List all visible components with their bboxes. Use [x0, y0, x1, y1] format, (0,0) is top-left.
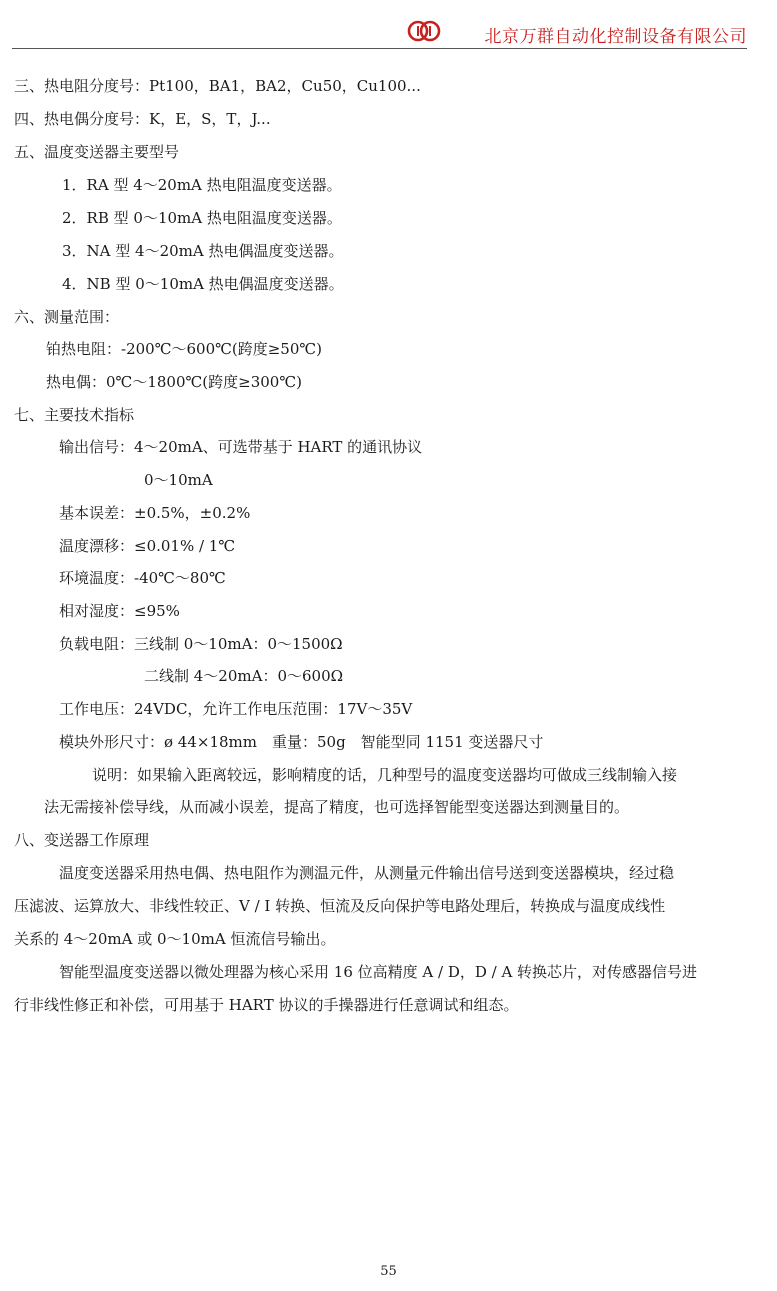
text-line: 二线制 4～20mA：0～600Ω	[144, 667, 344, 685]
text-line: 1．RA 型 4～20mA 热电阻温度变送器。	[62, 176, 342, 194]
text-line: 行非线性修正和补偿，可用基于 HART 协议的手操器进行任意调试和组态。	[14, 996, 519, 1014]
text-line: 工作电压：24VDC，允许工作电压范围：17V～35V	[59, 700, 413, 718]
text-line: 八、变送器工作原理	[14, 831, 150, 849]
text-line: 法无需接补偿导线，从而减小误差，提高了精度，也可选择智能型变送器达到测量目的。	[44, 798, 630, 816]
company-logo-icon	[407, 18, 441, 44]
text-line: 负载电阻：三线制 0～10mA：0～1500Ω	[59, 635, 343, 653]
text-line: 智能型温度变送器以微处理器为核心采用 16 位高精度 A / D，D / A 转换芯片，对传感器信号进	[59, 963, 698, 981]
text-line: 五、温度变送器主要型号	[14, 143, 180, 161]
text-line: 0～10mA	[144, 471, 213, 489]
text-line: 热电偶：0℃～1800℃(跨度≥300℃)	[46, 373, 302, 391]
text-line: 温度漂移：≤0.01% / 1℃	[59, 537, 236, 555]
company-name: 北京万群自动化控制设备有限公司	[484, 27, 747, 47]
page-header	[12, 14, 747, 49]
text-line: 3．NA 型 4～20mA 热电偶温度变送器。	[62, 242, 344, 260]
text-line: 模块外形尺寸：ø 44×18mm 重量：50g 智能型同 1151 变送器尺寸	[59, 733, 544, 751]
text-line: 相对湿度：≤95%	[59, 602, 180, 620]
page-number: 55	[380, 1264, 397, 1279]
text-line: 关系的 4～20mA 或 0～10mA 恒流信号输出。	[14, 930, 336, 948]
text-line: 基本误差：±0.5%，±0.2%	[59, 504, 251, 522]
text-line: 温度变送器采用热电偶、热电阻作为测温元件，从测量元件输出信号送到变送器模块，经过稳	[59, 864, 675, 882]
text-line: 压滤波、运算放大、非线性较正、V / I 转换、恒流及反向保护等电路处理后，转换成与温度成线性	[14, 897, 666, 915]
text-line: 输出信号：4～20mA、可选带基于 HART 的通讯协议	[59, 438, 423, 456]
text-line: 4．NB 型 0～10mA 热电偶温度变送器。	[62, 275, 344, 293]
text-line: 六、测量范围：	[14, 308, 120, 326]
text-line: 铂热电阻：-200℃～600℃(跨度≥50℃)	[46, 340, 323, 358]
text-line: 2．RB 型 0～10mA 热电阻温度变送器。	[62, 209, 342, 227]
text-line: 四、热电偶分度号：K，E，S，T，J...	[14, 110, 271, 128]
text-line: 七、主要技术指标	[14, 406, 135, 424]
text-line: 三、热电阻分度号：Pt100，BA1，BA2，Cu50，Cu100...	[14, 77, 421, 95]
text-line: 说明：如果输入距离较远，影响精度的话，几种型号的温度变送器均可做成三线制输入接	[92, 766, 678, 784]
text-line: 环境温度：-40℃～80℃	[59, 569, 226, 587]
